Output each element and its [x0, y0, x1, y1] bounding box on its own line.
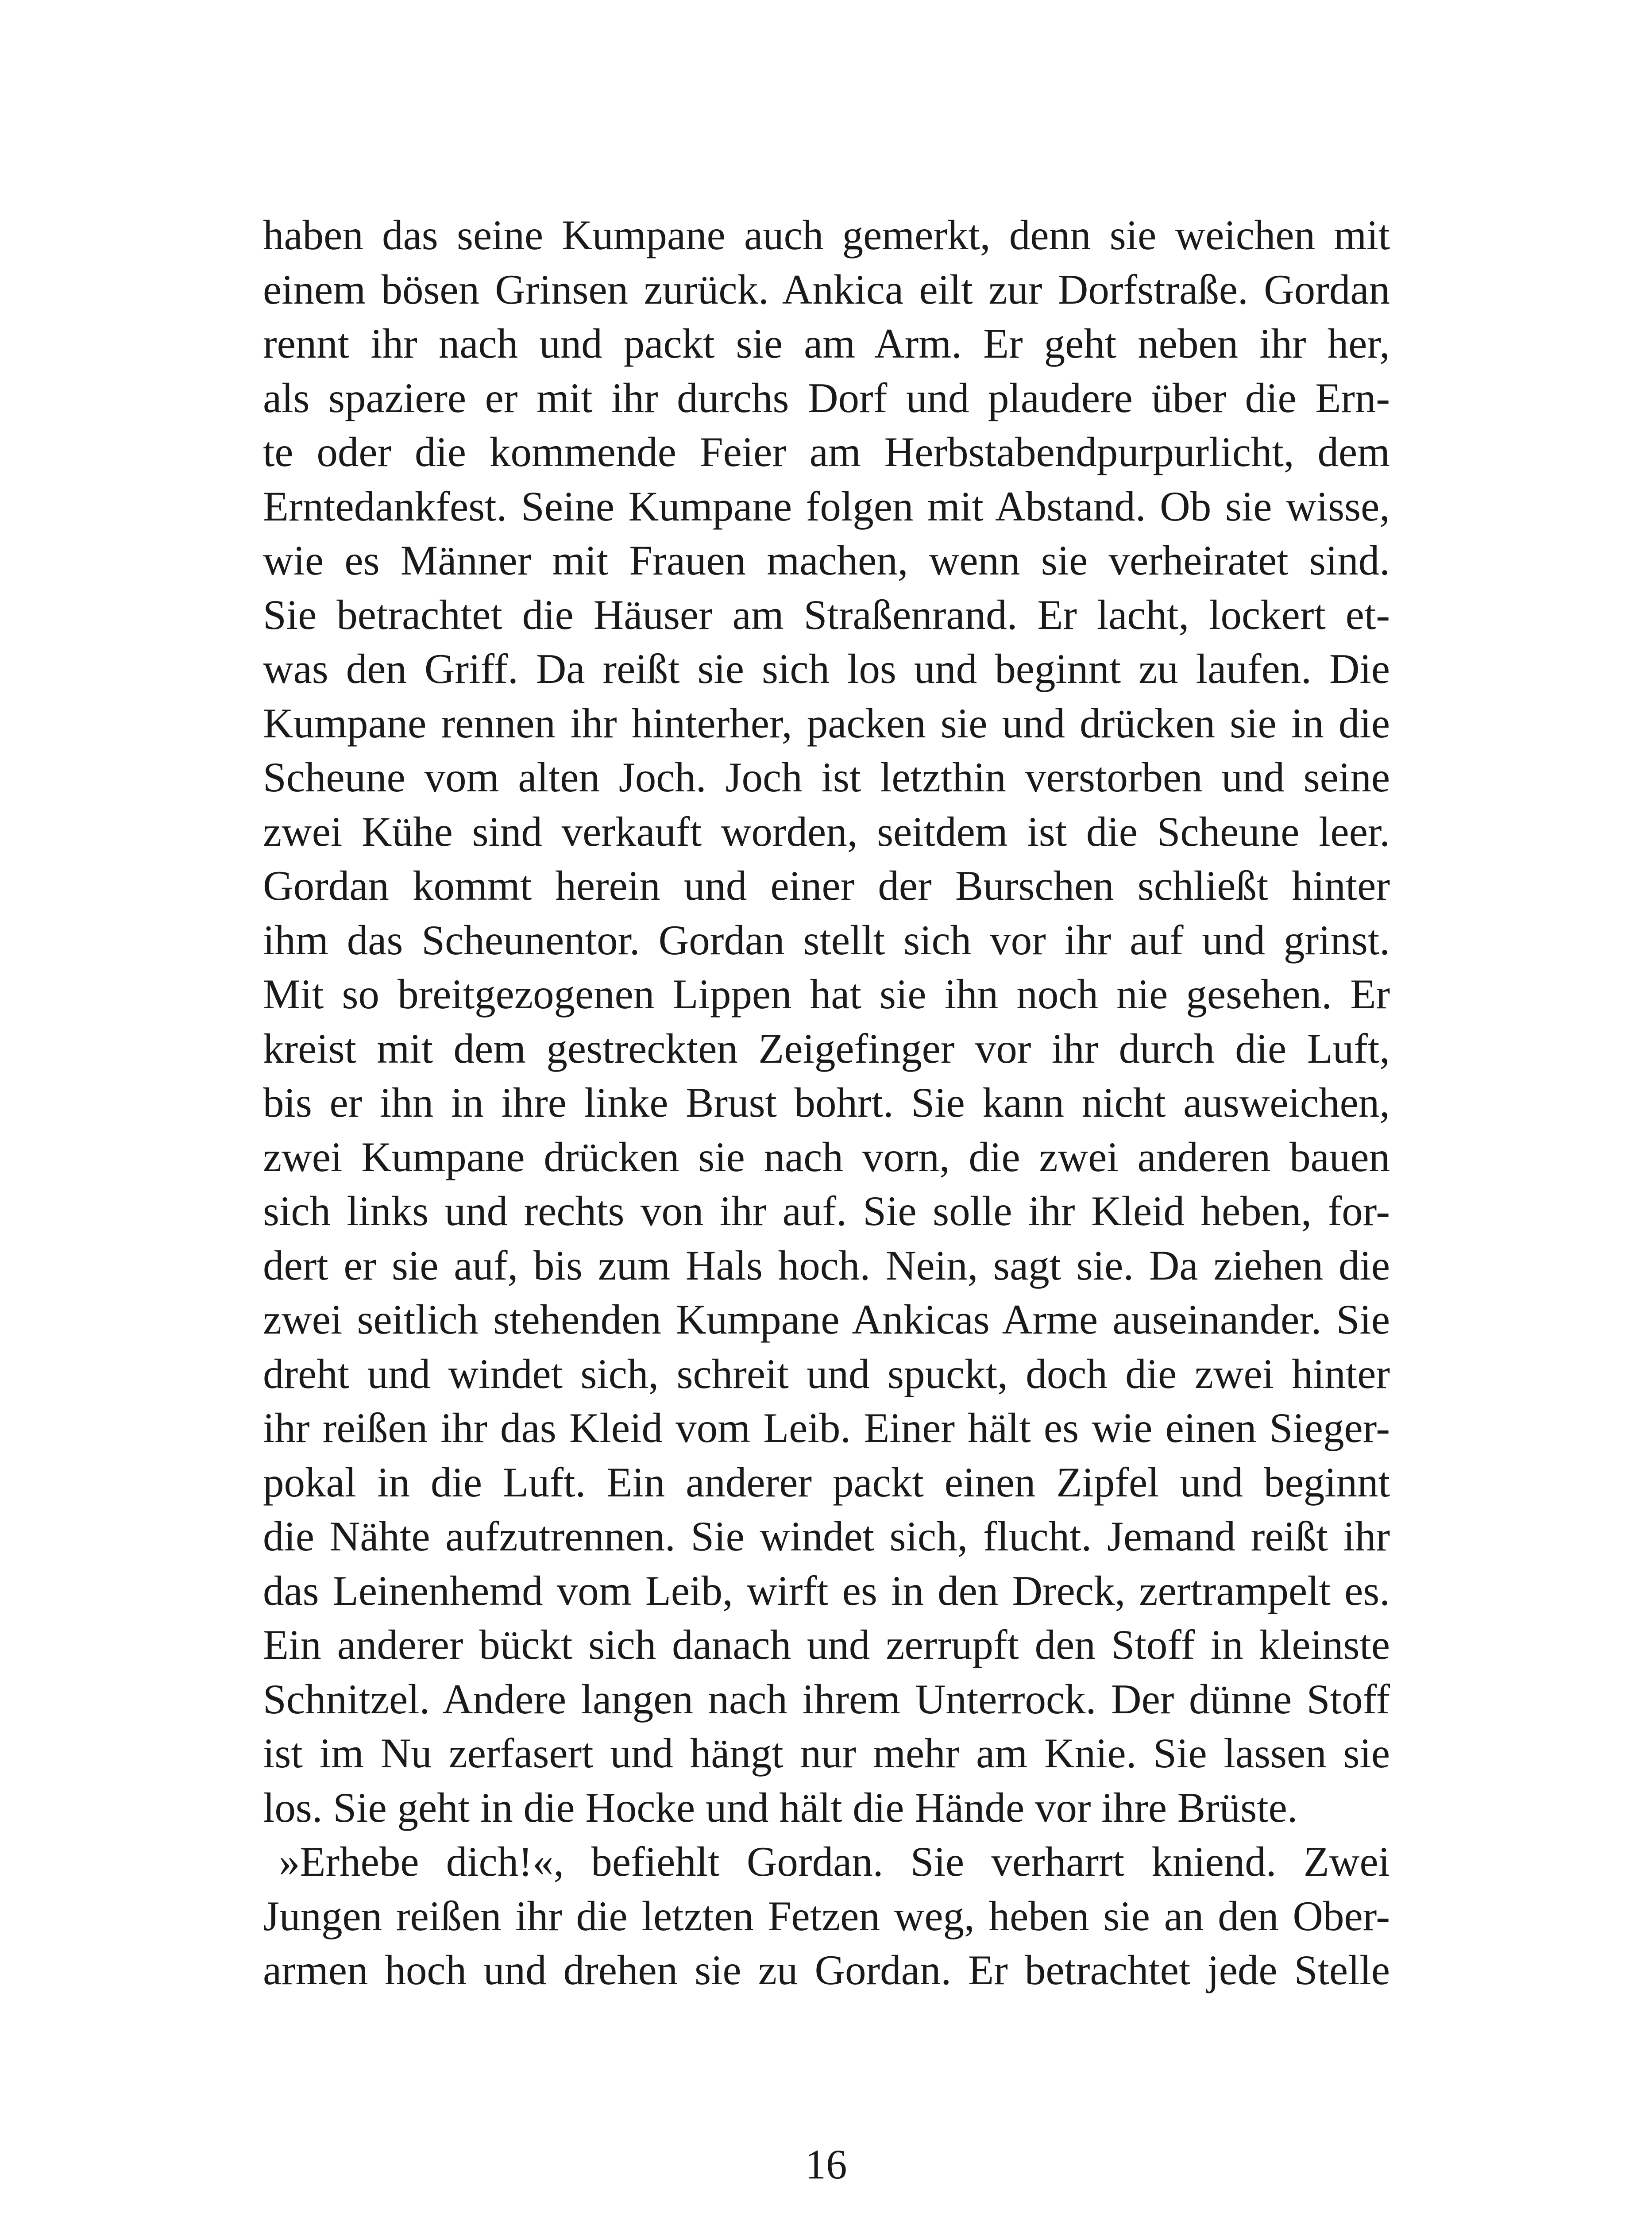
- text-line: haben das seine Kumpane auch gemerkt, denn sie weichen mit: [263, 212, 1390, 258]
- text-line: Sie betrachtet die Häuser am Straßenrand. Er lacht, lockert et-: [263, 591, 1390, 638]
- text-line: was den Griff. Da reißt sie sich los und beginnt zu laufen. Die: [263, 645, 1390, 692]
- text-line: zwei Kumpane drücken sie nach vorn, die zwei anderen bauen: [263, 1133, 1390, 1180]
- text-line: sich links und rechts von ihr auf. Sie solle ihr Kleid heben, for-: [263, 1187, 1390, 1234]
- paragraph-start-line: »Erhebe dich!«, befiehlt Gordan. Sie verharrt kniend. Zwei: [279, 1838, 1390, 1885]
- text-line: Scheune vom alten Joch. Joch ist letzthin verstorben und seine: [263, 754, 1390, 801]
- page-number: 16: [805, 2141, 847, 2188]
- text-line: armen hoch und drehen sie zu Gordan. Er betrachtet jede Stelle: [263, 1947, 1390, 1993]
- paragraph-end-line: los. Sie geht in die Hocke und hält die Hände vor ihre Brüste.: [263, 1784, 1298, 1831]
- text-line: Gordan kommt herein und einer der Burschen schließt hinter: [263, 862, 1390, 909]
- text-line: Mit so breitgezogenen Lippen hat sie ihn noch nie gesehen. Er: [263, 971, 1390, 1018]
- text-line: die Nähte aufzutrennen. Sie windet sich, flucht. Jemand reißt ihr: [263, 1513, 1390, 1560]
- text-line: bis er ihn in ihre linke Brust bohrt. Sie kann nicht ausweichen,: [263, 1079, 1390, 1126]
- text-line: ihr reißen ihr das Kleid vom Leib. Einer hält es wie einen Sieger-: [263, 1404, 1390, 1451]
- text-line: rennt ihr nach und packt sie am Arm. Er geht neben ihr her,: [263, 320, 1390, 367]
- text-line: Kumpane rennen ihr hinterher, packen sie und drücken sie in die: [263, 699, 1390, 747]
- text-line: Ein anderer bückt sich danach und zerrupft den Stoff in kleinste: [263, 1621, 1390, 1668]
- text-line: einem bösen Grinsen zurück. Ankica eilt zur Dorfstraße. Gordan: [263, 266, 1390, 313]
- text-line: Schnitzel. Andere langen nach ihrem Unterrock. Der dünne Stoff: [263, 1675, 1390, 1723]
- text-line: zwei Kühe sind verkauft worden, seitdem ist die Scheune leer.: [263, 808, 1390, 855]
- text-line: ihm das Scheunentor. Gordan stellt sich vor ihr auf und grinst.: [263, 916, 1390, 964]
- text-line: Jungen reißen ihr die letzten Fetzen weg, heben sie an den Ober-: [263, 1892, 1390, 1939]
- text-line: ist im Nu zerfasert und hängt nur mehr am Knie. Sie lassen sie: [263, 1730, 1390, 1777]
- text-line: dert er sie auf, bis zum Hals hoch. Nein, sagt sie. Da ziehen die: [263, 1241, 1390, 1289]
- text-line: kreist mit dem gestreckten Zeigefinger vor ihr durch die Luft,: [263, 1025, 1390, 1072]
- text-line: pokal in die Luft. Ein anderer packt einen Zipfel und beginnt: [263, 1458, 1390, 1506]
- body-text: [263, 208, 1390, 1997]
- text-line: dreht und windet sich, schreit und spuckt, doch die zwei hinter: [263, 1350, 1390, 1397]
- text-line: wie es Männer mit Frauen machen, wenn sie verheiratet sind.: [263, 537, 1390, 584]
- text-line: das Leinenhemd vom Leib, wirft es in den Dreck, zertrampelt es.: [263, 1567, 1390, 1614]
- text-line: als spaziere er mit ihr durchs Dorf und plaudere über die Ern-: [263, 374, 1390, 421]
- text-line: te oder die kommende Feier am Herbstabendpurpurlicht, dem: [263, 428, 1390, 475]
- text-line: Erntedankfest. Seine Kumpane folgen mit Abstand. Ob sie wisse,: [263, 482, 1390, 530]
- text-line: zwei seitlich stehenden Kumpane Ankicas Arme auseinander. Sie: [263, 1296, 1390, 1343]
